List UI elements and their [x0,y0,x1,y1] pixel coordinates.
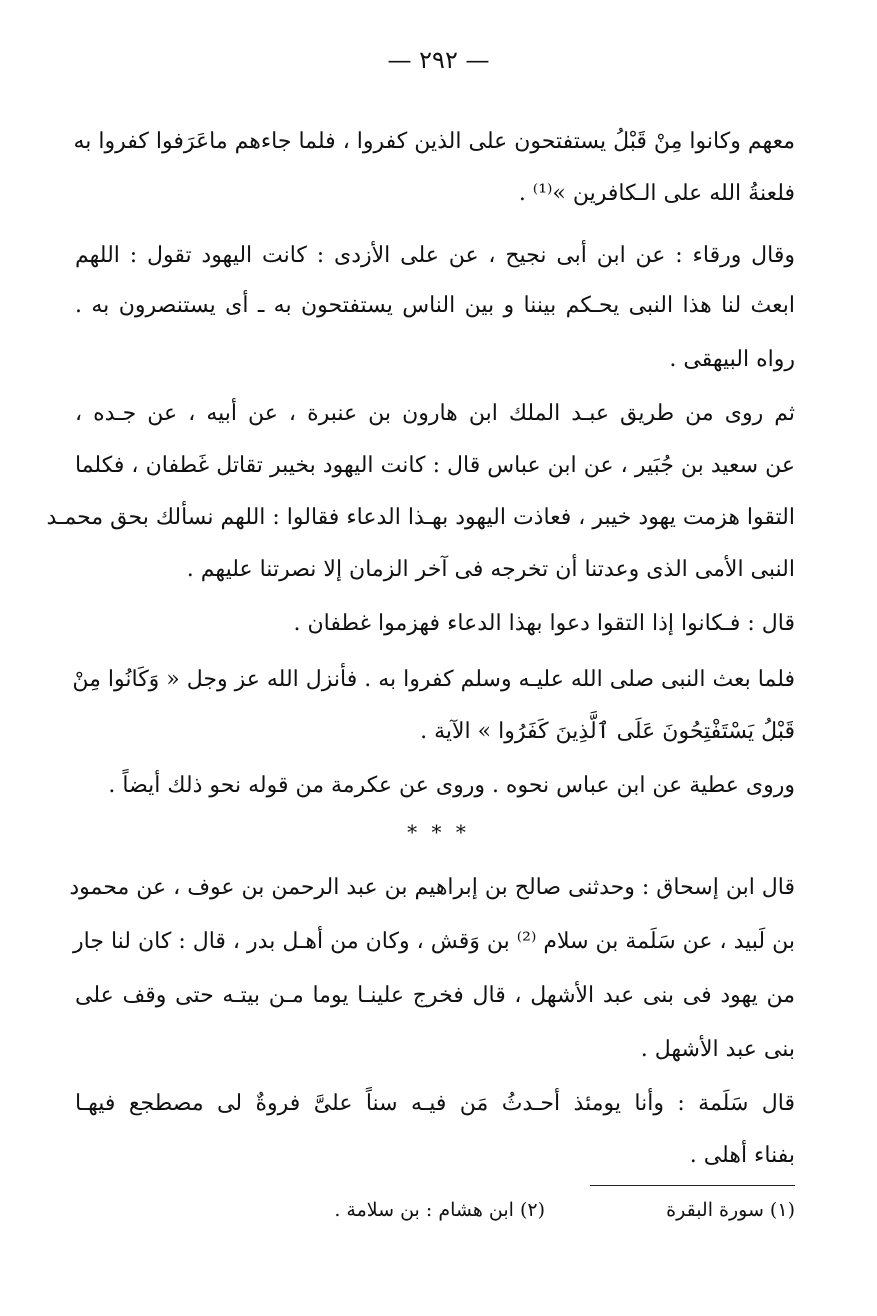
footnote-1: (١) سورة البقرة [666,1199,795,1221]
text-line: رواه البيهقى . [669,347,795,372]
text-line: بن لَبيد ، عن سَلَمة بن سلام ⁽²⁾ بن وَقش ، وكان من أهـل بدر ، قال : كان لنا جار [73,929,795,954]
text-line: معهم وكانوا مِنْ قَبْلُ يستفتحون على الذين كفروا ، فلما جاءهم ماعَرَفوا كفروا به [73,129,795,154]
text-line: بفناء أهلى . [689,1143,795,1168]
text-line: وقال ورقاء : عن ابن أبى نجيح ، عن على الأزدى : كانت اليهود تقول : اللهم [75,243,795,268]
text-line: عن سعيد بن جُبَير ، عن ابن عباس قال : كانت اليهود بخيبر تقاتل غَطفان ، فكلما [75,453,795,478]
text-line: بنى عبد الأشهل . [640,1037,795,1062]
page-number: — ٢٩٢ — [387,46,490,74]
text-line: ابعث لنا هذا النبى يحـكم بيننا و بين الناس يستفتحون به ـ أى يستنصرون به . [75,293,795,318]
footnote-2: (٢) ابن هشام : بن سلامة . [334,1199,545,1221]
text-line: النبى الأمى الذى وعدتنا أن تخرجه فى آخر الزمان إلا نصرتنا عليهم . [186,557,795,582]
quran-verse-line: قَبْلُ يَسْتَفْتِحُونَ عَلَى ٱلَّذِينَ كَفَرُوا » الآية . [420,719,795,744]
text-line: قال : فـكانوا إذا التقوا دعوا بهذا الدعاء فهزموا غطفان . [293,611,795,636]
text-line: من يهود فى بنى عبد الأشهل ، قال فخرج علينـا يوما مـن بيتـه حتى وقف على [75,983,795,1008]
text-line: وروى عطية عن ابن عباس نحوه . وروى عن عكرمة من قوله نحو ذلك أيضاً . [108,773,795,798]
section-separator: * * * [407,820,470,844]
footnote-divider [590,1185,795,1186]
text-line: قال ابن إسحاق : وحدثنى صالح بن إبراهيم بن عبد الرحمن بن عوف ، عن محمود [69,875,795,900]
text-line: التقوا هزمت يهود خيبر ، فعاذت اليهود بهـذا الدعاء فقالوا : اللهم نسألك بحق محمـد [46,505,795,530]
text-line: قال سَلَمة : وأنا يومئذ أحـدثُ مَن فيـه سناً علىَّ فروةٌ لى مصطجع فيهـا [75,1091,795,1116]
text-line: فلما بعث النبى صلى الله عليـه وسلم كفروا به . فأنزل الله عز وجل « وَكَانُوا مِنْ [72,667,795,692]
footnotes [75,1193,795,1227]
text-line: فلعنةُ الله على الـكافرين »⁽¹⁾ . [518,181,795,206]
text-line: ثم روى من طريق عبـد الملك ابن هارون بن عنبرة ، عن أبيه ، عن جـده ، [75,401,795,426]
